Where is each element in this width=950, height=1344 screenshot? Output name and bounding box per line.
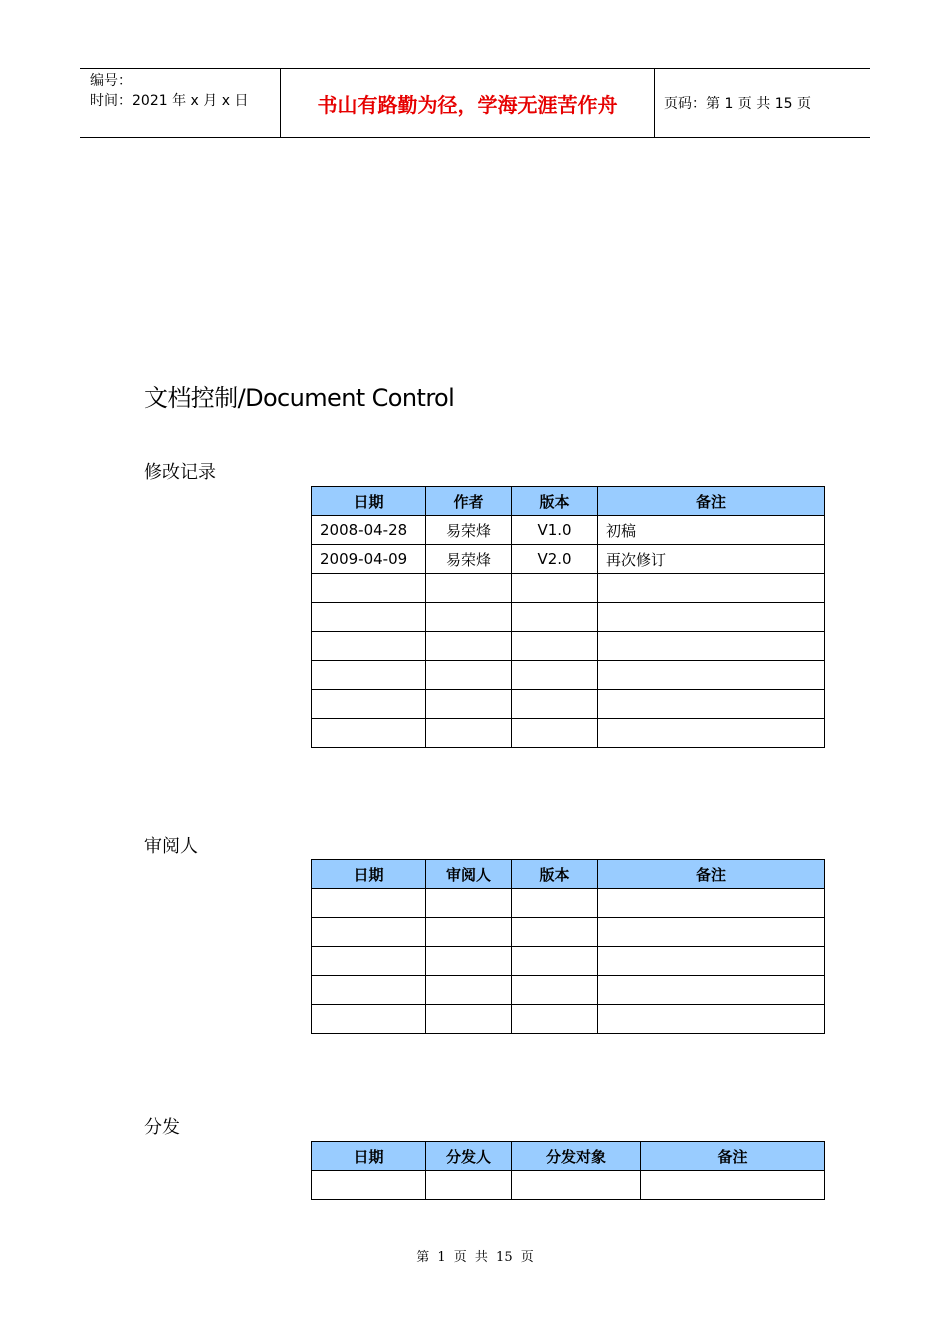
distribution-header-notes: 备注 [641, 1142, 825, 1171]
revision-header-row [312, 487, 825, 516]
distribution-header-distributor: 分发人 [426, 1142, 512, 1171]
table-cell [512, 976, 598, 1005]
table-cell [512, 1171, 641, 1200]
table-cell [426, 1171, 512, 1200]
review-header-notes: 备注 [598, 860, 825, 889]
review-header-date: 日期 [312, 860, 426, 889]
table-cell [598, 632, 825, 661]
table-cell [598, 574, 825, 603]
table-cell [312, 632, 426, 661]
table-cell [312, 889, 426, 918]
table-row [312, 690, 825, 719]
table-cell [312, 603, 426, 632]
review-header-reviewer: 审阅人 [426, 860, 512, 889]
revision-header-version: 版本 [512, 487, 598, 516]
table-cell: V1.0 [512, 516, 598, 545]
table-cell [426, 1005, 512, 1034]
header-time-label: 时间：2021 年 x 月 x 日 [90, 93, 249, 109]
table-cell [426, 603, 512, 632]
table-cell [312, 1005, 426, 1034]
table-cell [512, 947, 598, 976]
table-row [312, 574, 825, 603]
table-cell [426, 976, 512, 1005]
table-cell [312, 661, 426, 690]
table-row [312, 1005, 825, 1034]
table-row [312, 545, 825, 574]
table-cell: 易荣烽 [426, 516, 512, 545]
distribution-table [311, 1141, 825, 1200]
page-footer: 第 1 页 共 15 页 [416, 1250, 534, 1265]
revision-section-title: 修改记录 [144, 462, 216, 483]
table-cell [512, 603, 598, 632]
table-cell [598, 603, 825, 632]
table-row [312, 603, 825, 632]
table-cell [512, 632, 598, 661]
distribution-header-recipient: 分发对象 [512, 1142, 641, 1171]
review-table [311, 859, 825, 1034]
revision-header-author: 作者 [426, 487, 512, 516]
table-cell: V2.0 [512, 545, 598, 574]
table-cell [312, 719, 426, 748]
table-cell [426, 574, 512, 603]
table-cell [426, 690, 512, 719]
table-row [312, 661, 825, 690]
table-row [312, 719, 825, 748]
table-cell [598, 947, 825, 976]
table-cell: 2009-04-09 [312, 545, 426, 574]
review-section-title: 审阅人 [144, 836, 198, 857]
table-cell [598, 719, 825, 748]
table-cell [598, 976, 825, 1005]
table-cell [312, 1171, 426, 1200]
table-cell [641, 1171, 825, 1200]
table-row [312, 516, 825, 545]
table-cell [512, 690, 598, 719]
distribution-header-row [312, 1142, 825, 1171]
table-row [312, 889, 825, 918]
review-header-version: 版本 [512, 860, 598, 889]
table-cell: 易荣烽 [426, 545, 512, 574]
table-cell [426, 889, 512, 918]
document-title: 文档控制/Document Control [144, 384, 455, 412]
table-row [312, 976, 825, 1005]
header-page-info: 页码：第 1 页 共 15 页 [664, 96, 811, 112]
table-cell [426, 661, 512, 690]
table-cell [598, 661, 825, 690]
table-cell [426, 719, 512, 748]
distribution-section-title: 分发 [144, 1117, 180, 1138]
table-cell: 再次修订 [598, 545, 825, 574]
header-motto: 书山有路勤为径，学海无涯苦作舟 [281, 69, 655, 137]
table-cell [512, 574, 598, 603]
table-cell [426, 947, 512, 976]
table-cell [312, 574, 426, 603]
table-cell [312, 976, 426, 1005]
table-cell [598, 690, 825, 719]
table-cell [426, 918, 512, 947]
table-row [312, 1171, 825, 1200]
revision-table [311, 486, 825, 748]
distribution-header-date: 日期 [312, 1142, 426, 1171]
table-row [312, 918, 825, 947]
table-cell [426, 632, 512, 661]
table-row [312, 632, 825, 661]
table-cell [312, 690, 426, 719]
table-cell [598, 889, 825, 918]
table-cell [512, 661, 598, 690]
table-cell [312, 947, 426, 976]
revision-header-notes: 备注 [598, 487, 825, 516]
table-cell: 初稿 [598, 516, 825, 545]
header-number-label: 编号： [90, 73, 132, 89]
table-row [312, 947, 825, 976]
table-cell [598, 1005, 825, 1034]
table-cell [512, 889, 598, 918]
review-header-row [312, 860, 825, 889]
table-cell [598, 918, 825, 947]
table-cell [312, 918, 426, 947]
header-meta [80, 69, 281, 137]
table-cell [512, 1005, 598, 1034]
table-cell [512, 918, 598, 947]
revision-header-date: 日期 [312, 487, 426, 516]
page-header [80, 68, 870, 138]
table-cell: 2008-04-28 [312, 516, 426, 545]
table-cell [512, 719, 598, 748]
